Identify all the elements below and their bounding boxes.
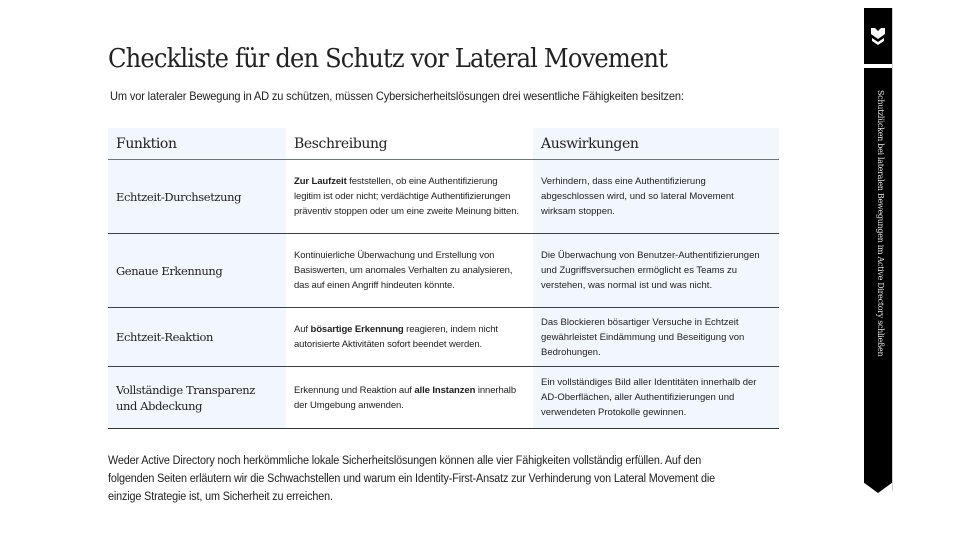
impact-cell: Das Blockieren bösartiger Versuche in Echtzeit gewährleistet Eindämmung und Beseitigung von Bedrohungen.	[533, 308, 779, 367]
description-cell	[286, 234, 533, 308]
description-text: feststellen, ob eine Authentifizierung legitim ist oder nicht; verdächtige Authentifizierungen präventiv stoppen oder um eine zweite Meinung bitten.	[294, 176, 519, 217]
table-row	[108, 308, 779, 367]
closing-line: Weder Active Directory noch herkömmliche lokale Sicherheitslösungen können alle vier Fähigkeiten vollständig erfüllen. Auf den	[108, 455, 702, 467]
description-text: innerhalb der Umgebung anwenden.	[294, 384, 517, 411]
description-emphasis: Zur Laufzeit	[294, 176, 347, 187]
table-row	[108, 234, 779, 308]
function-cell: Echtzeit-Durchsetzung	[108, 160, 286, 234]
impact-cell: Verhindern, dass eine Authentifizierung abgeschlossen wird, und so lateral Movement wirksam stoppen.	[533, 160, 779, 234]
table-row	[108, 160, 779, 234]
closing-line: einzige Strategie ist, um Sicherheit zu erreichen.	[108, 491, 333, 503]
description-text: Erkennung und Reaktion auf	[294, 384, 415, 396]
column-header-description: Beschreibung	[286, 128, 533, 160]
closing-paragraph	[108, 452, 808, 506]
description-cell	[286, 160, 533, 234]
column-header-impact: Auswirkungen	[533, 128, 779, 160]
description-text: Auf	[294, 324, 311, 335]
sidebar-edge-divider	[892, 8, 893, 491]
table-header-row	[108, 128, 779, 160]
double-chevron-down-icon	[870, 26, 886, 46]
description-text: Kontinuierliche Überwachung und Erstellung von Basiswerten, um anomales Verhalten zu analysieren, das auf einen Angriff hindeuten könnte.	[294, 250, 513, 291]
impact-cell: Ein vollständiges Bild aller Identitäten innerhalb der AD-Oberflächen, aller Authentifizierungen und verwendeten Protokolle gewinnen.	[533, 367, 779, 429]
sidebar-nav-button[interactable]	[864, 8, 892, 64]
function-cell: Vollständige Transparenz und Abdeckung	[108, 367, 286, 429]
sidebar-section-label: Schutzlücken bei lateralen Bewegungen im Active Directory schließen	[876, 90, 885, 357]
function-cell: Echtzeit-Reaktion	[108, 308, 286, 367]
description-emphasis: alle Instanzen	[414, 384, 476, 396]
description-emphasis: bösartige Erkennung	[310, 324, 404, 335]
table-row	[108, 367, 779, 429]
closing-line: folgenden Seiten erläutern wir die Schwachstellen und warum ein Identity-First-Ansatz zur Verhinderung von Lateral Movement die	[108, 473, 716, 485]
description-text: reagieren, indem nicht autorisierte Aktivitäten sofort beendet werden.	[294, 324, 498, 350]
page-title: Checkliste für den Schutz vor Lateral Movement	[108, 44, 668, 74]
column-header-function: Funktion	[108, 128, 286, 160]
description-cell	[286, 367, 533, 429]
function-cell: Genaue Erkennung	[108, 234, 286, 308]
checklist-table	[108, 128, 779, 429]
impact-cell: Die Überwachung von Benutzer-Authentifizierungen und Zugriffsversuchen ermöglicht es Teams zu verstehen, was normal ist und was nicht.	[533, 234, 779, 308]
intro-text: Um vor lateraler Bewegung in AD zu schützen, müssen Cybersicherheitslösungen drei wesentliche Fähigkeiten besitzen:	[110, 89, 684, 103]
description-cell	[286, 308, 533, 367]
